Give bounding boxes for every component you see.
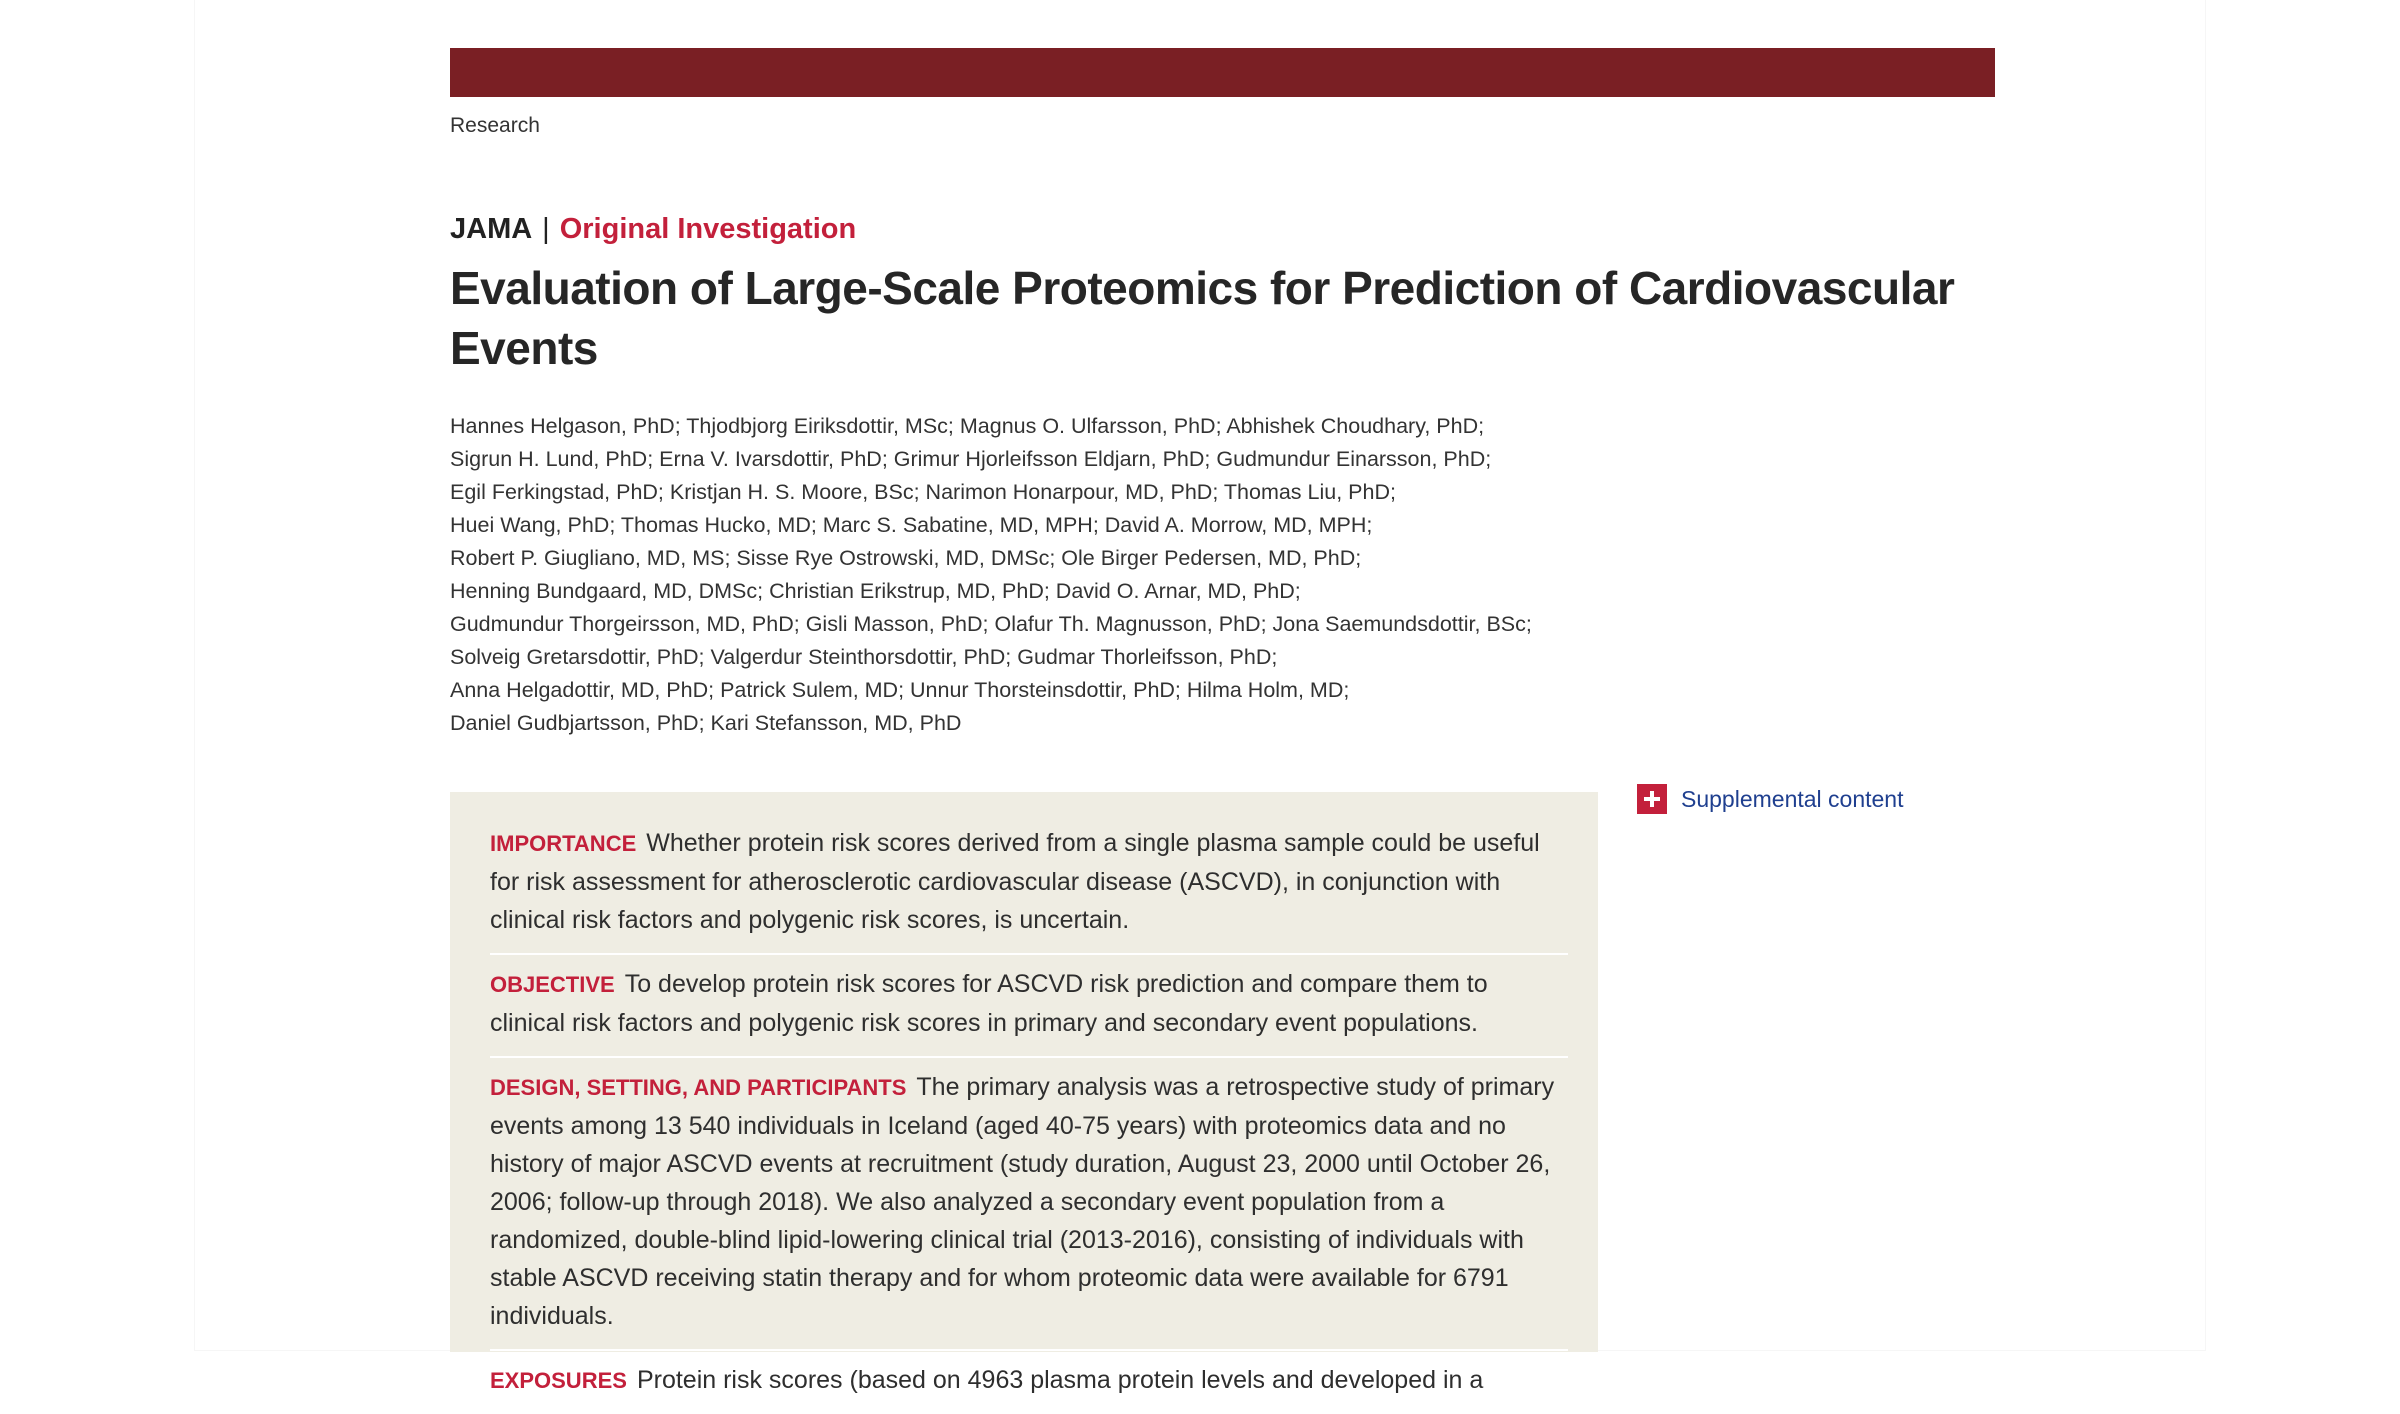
supplemental-content-label: Supplemental content — [1681, 785, 1904, 812]
journal-separator: | — [542, 213, 550, 245]
abstract-text: Protein risk scores (based on 4963 plasma protein levels and developed in a — [636, 1366, 1484, 1394]
author-line: Anna Helgadottir, MD, PhD; Patrick Sulem, MD; Unnur Thorsteinsdottir, PhD; Hilma Holm, MD; — [450, 678, 1350, 702]
abstract-heading: IMPORTANCE — [490, 831, 637, 856]
abstract-text: The primary analysis was a retrospective study of primary events among 13 540 individuals in Iceland (aged 40-75 years) with proteomics data and no history of major ASCVD events at recruitment (study duration, August 23, 2000 until October 26, 2006; follow-up through 2018). We also analyzed a secondary event population from a randomized, double-blind lipid-lowering clinical trial (2013-2016), consisting of individuals with stable ASCVD receiving statin therapy and for whom proteomic data were available for 6791 individuals. — [490, 1073, 1555, 1330]
abstract-section-design — [490, 1058, 1568, 1351]
abstract-heading: EXPOSURES — [490, 1368, 627, 1393]
author-line: Hannes Helgason, PhD; Thjodbjorg Eiriksdottir, MSc; Magnus O. Ulfarsson, PhD; Abhishek Choudhary, PhD; — [450, 414, 1485, 438]
author-line: Gudmundur Thorgeirsson, MD, PhD; Gisli Masson, PhD; Olafur Th. Magnusson, PhD; Jona Saemundsdottir, BSc; — [450, 612, 1532, 636]
plus-square-icon — [1637, 784, 1667, 814]
abstract-section-exposures — [490, 1351, 1568, 1414]
journal-name: JAMA — [450, 213, 533, 245]
abstract-heading: DESIGN, SETTING, AND PARTICIPANTS — [490, 1075, 907, 1100]
article-title: Evaluation of Large-Scale Proteomics for Prediction of Cardiovascular Events — [450, 262, 1955, 374]
abstract-text: To develop protein risk scores for ASCVD risk prediction and compare them to clinical risk factors and polygenic risk scores in primary and secondary event populations. — [490, 970, 1488, 1037]
author-list — [450, 410, 1650, 740]
abstract-text: Whether protein risk scores derived from a single plasma sample could be useful for risk assessment for atherosclerotic cardiovascular disease (ASCVD), in conjunction with clinical risk factors and polygenic risk scores, is uncertain. — [490, 829, 1540, 934]
author-line: Daniel Gudbjartsson, PhD; Kari Stefansson, MD, PhD — [450, 711, 962, 735]
abstract-section-importance — [490, 824, 1568, 955]
journal-line — [450, 213, 856, 246]
abstract-box — [450, 792, 1598, 1394]
author-line: Huei Wang, PhD; Thomas Hucko, MD; Marc S. Sabatine, MD, MPH; David A. Morrow, MD, MPH; — [450, 513, 1373, 537]
abstract-heading: OBJECTIVE — [490, 972, 615, 997]
author-line: Robert P. Giugliano, MD, MS; Sisse Rye Ostrowski, MD, DMSc; Ole Birger Pedersen, MD, PhD; — [450, 546, 1362, 570]
author-line: Henning Bundgaard, MD, DMSc; Christian Erikstrup, MD, PhD; David O. Arnar, MD, PhD; — [450, 579, 1301, 603]
author-line: Sigrun H. Lund, PhD; Erna V. Ivarsdottir, PhD; Grimur Hjorleifsson Eldjarn, PhD; Gudmundur Einarsson, PhD; — [450, 447, 1492, 471]
author-line: Solveig Gretarsdottir, PhD; Valgerdur Steinthorsdottir, PhD; Gudmar Thorleifsson, PhD; — [450, 645, 1278, 669]
article-type: Original Investigation — [559, 213, 857, 245]
author-line: Egil Ferkingstad, PhD; Kristjan H. S. Moore, BSc; Narimon Honarpour, MD, PhD; Thomas Liu, PhD; — [450, 480, 1396, 504]
journal-header-bar — [450, 48, 1995, 97]
abstract-section-objective — [490, 955, 1568, 1058]
section-label: Research — [450, 114, 540, 137]
abstract-content — [490, 824, 1568, 1414]
supplemental-content-link[interactable] — [1637, 784, 1904, 814]
